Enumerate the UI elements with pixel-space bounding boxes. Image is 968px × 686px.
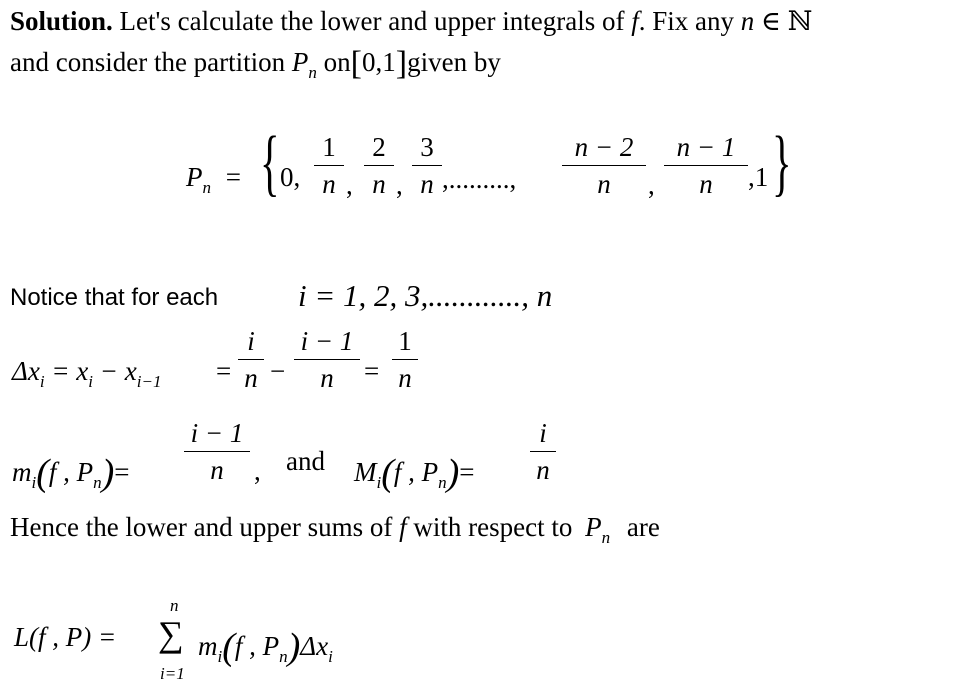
m-args-subscript: n — [93, 473, 102, 492]
left-brace: { — [260, 122, 280, 204]
fraction-bar — [364, 165, 394, 166]
solution-text: Let's calculate the lower and upper integrals of — [119, 6, 625, 36]
fraction-3-over-n — [412, 134, 442, 198]
right-paren: ) — [287, 626, 301, 668]
comma: , — [648, 170, 655, 200]
upper-sup-expression — [354, 450, 475, 494]
M-args: f , P — [393, 457, 439, 487]
fraction-numerator: 3 — [420, 132, 434, 162]
M-symbol: M — [354, 457, 377, 487]
partition-subscript: n — [601, 528, 611, 547]
sum-upper-limit: n — [170, 596, 179, 615]
fix-text: . Fix any — [638, 6, 734, 36]
fraction-numerator: n − 1 — [676, 132, 736, 162]
fraction-n-minus-1-over-n — [664, 134, 748, 198]
fraction-numerator: 2 — [372, 132, 386, 162]
function-f: f — [399, 512, 407, 542]
partition-end: ,1 — [748, 162, 769, 192]
hence-text: Hence the lower and upper sums of — [10, 512, 393, 542]
right-brace: } — [772, 122, 792, 204]
fraction-denominator: n — [322, 169, 336, 199]
variable-n: n — [740, 6, 755, 36]
comma: , — [254, 456, 261, 486]
m-subscript: i — [31, 473, 37, 492]
fraction-bar — [392, 359, 418, 360]
equals-sign: = — [216, 356, 232, 386]
hence-line — [10, 512, 660, 547]
function-f: f — [631, 6, 639, 36]
solution-line — [10, 8, 812, 35]
fraction-n-minus-2-over-n — [562, 134, 646, 198]
partition-intro-text: and consider the partition — [10, 47, 286, 77]
and-text: and — [286, 446, 325, 476]
partition-zero: 0, — [280, 162, 301, 192]
solution-label: Solution. — [10, 6, 113, 36]
fraction-denominator: n — [210, 455, 224, 485]
fraction-bar — [412, 165, 442, 166]
fraction-numerator: i — [539, 418, 547, 448]
fraction-denominator: n — [398, 363, 412, 393]
fraction-1-over-n — [392, 328, 418, 392]
fraction-numerator: 1 — [398, 326, 412, 356]
equals-sign: = — [114, 457, 130, 487]
partition-symbol: P — [585, 512, 602, 542]
sum-summand — [198, 624, 333, 668]
fraction-i-minus-1-over-n — [294, 328, 360, 392]
hence-text-2: with respect to — [413, 512, 573, 542]
right-paren: ) — [446, 452, 460, 494]
m-subscript: i — [217, 647, 223, 666]
are-text: are — [626, 512, 660, 542]
on-text: on — [323, 47, 351, 77]
fraction-i-over-n — [530, 420, 556, 484]
interval-text: 0,1 — [362, 47, 396, 77]
minus-sign: − — [270, 356, 286, 386]
fraction-denominator: n — [699, 169, 713, 199]
fraction-denominator: n — [244, 363, 258, 393]
fraction-bar — [562, 165, 646, 166]
partition-lhs-symbol: P — [186, 162, 203, 192]
index-range: i = 1, 2, 3,............, n — [298, 278, 553, 313]
fraction-i-over-n — [238, 328, 264, 392]
fraction-numerator: i − 1 — [300, 326, 354, 356]
m-args: f , P — [48, 457, 94, 487]
partition-subscript: n — [308, 63, 317, 82]
fraction-bar — [530, 451, 556, 452]
right-paren: ) — [101, 452, 115, 494]
notice-text: Notice that for each — [10, 284, 219, 311]
M-subscript: i — [376, 473, 382, 492]
lower-sum-lhs: L(f , P) = — [14, 622, 117, 652]
fraction-numerator: i − 1 — [190, 418, 244, 448]
element-of-symbol: ∈ — [760, 6, 781, 36]
left-bracket: [ — [350, 45, 362, 82]
fraction-numerator: n − 2 — [574, 132, 634, 162]
equals-x: = x — [51, 356, 89, 386]
partition-intro-line — [10, 44, 501, 82]
delta-x-subscript: i — [39, 372, 45, 391]
fraction-denominator: n — [597, 169, 611, 199]
equals-sign: = — [364, 356, 380, 386]
lower-inf-expression — [12, 450, 130, 494]
delta-x: Δx — [12, 356, 40, 386]
right-bracket: ] — [395, 45, 408, 82]
fraction-i-minus-1-over-n — [184, 420, 250, 484]
comma: , — [346, 170, 353, 200]
left-paren: ( — [36, 452, 49, 494]
partition-dots: ,........., — [442, 164, 517, 194]
partition-equals: = — [225, 162, 241, 192]
sigma-symbol: ∑ — [158, 614, 184, 654]
fraction-2-over-n — [364, 134, 394, 198]
left-paren: ( — [222, 626, 235, 668]
comma: , — [396, 170, 403, 200]
partition-symbol: P — [291, 47, 309, 77]
fraction-bar — [314, 165, 344, 166]
delta-x-equation — [12, 356, 162, 391]
fraction-numerator: 1 — [322, 132, 336, 162]
x-prev-subscript: i−1 — [136, 372, 162, 391]
partition-lhs — [186, 162, 241, 197]
fraction-bar — [664, 165, 748, 166]
m-args: f , P — [234, 631, 280, 661]
sum-lower-limit: i=1 — [160, 664, 185, 683]
fraction-bar — [184, 451, 250, 452]
given-by-text: given by — [407, 47, 501, 77]
fraction-denominator: n — [536, 455, 550, 485]
m-symbol: m — [198, 631, 218, 661]
partition-lhs-subscript: n — [202, 178, 211, 197]
m-symbol: m — [12, 457, 32, 487]
fraction-denominator: n — [320, 363, 334, 393]
fraction-denominator: n — [372, 169, 386, 199]
fraction-numerator: i — [247, 326, 255, 356]
naturals-symbol: ℕ — [787, 6, 813, 36]
M-args-subscript: n — [438, 473, 447, 492]
delta-x-subscript: i — [328, 647, 333, 666]
left-paren: ( — [381, 452, 394, 494]
equals-sign: = — [459, 457, 475, 487]
fraction-bar — [294, 359, 360, 360]
fraction-denominator: n — [420, 169, 434, 199]
delta-x: Δx — [300, 631, 329, 661]
fraction-1-over-n — [314, 134, 344, 198]
minus-x: − x — [99, 356, 137, 386]
fraction-bar — [238, 359, 264, 360]
x-subscript: i — [88, 372, 94, 391]
m-args-subscript: n — [279, 647, 288, 666]
